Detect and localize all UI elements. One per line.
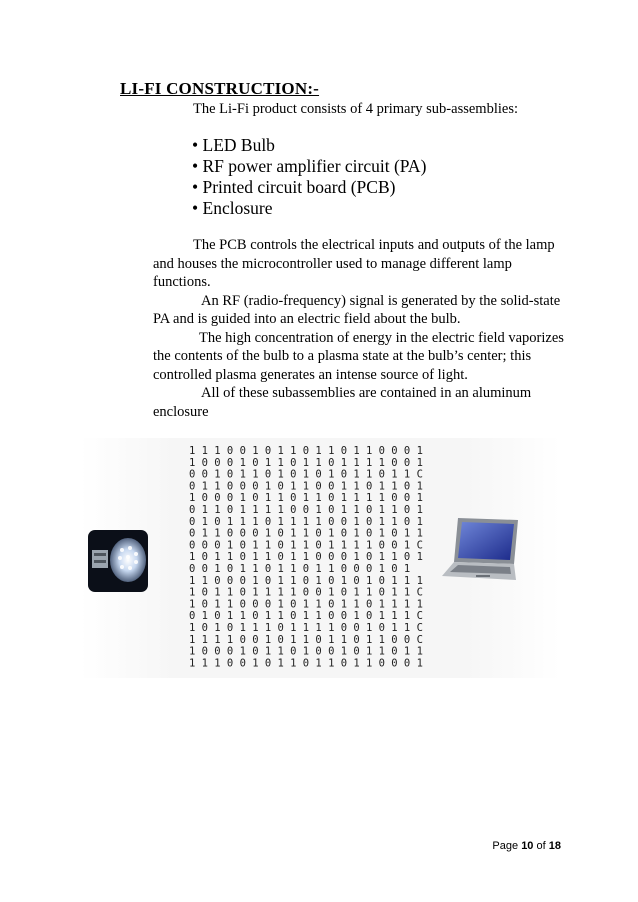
paragraph: All of these subassemblies are contained in an aluminum enclosure [153, 385, 532, 420]
paragraph: The high concentration of energy in the electric field vaporizes the contents of the bulb to a plasma state at the bulb’s center; this controlled plasma generates an intense source of light. [153, 329, 564, 383]
binary-row: 1 0 1 0 1 1 1 0 1 1 1 1 0 0 1 0 1 1 C [189, 622, 423, 634]
intro-text: The Li-Fi product consists of 4 primary sub-assemblies: [193, 101, 518, 117]
binary-row: 1 0 0 0 1 0 1 1 0 1 1 0 1 1 1 1 0 0 1 [189, 456, 423, 469]
body-text [153, 236, 573, 421]
page-number: 10 [521, 840, 534, 852]
binary-row: 1 0 0 0 1 0 1 1 0 1 1 0 1 1 1 1 0 0 1 [189, 492, 423, 505]
binary-row: 1 1 0 0 0 1 0 1 1 0 1 0 1 0 1 0 1 1 1 [189, 574, 423, 587]
page-label: Page [492, 840, 519, 852]
binary-stream [189, 445, 423, 669]
binary-row: 1 0 1 1 0 1 1 1 1 0 0 1 0 1 1 0 1 1 C [189, 586, 423, 599]
binary-row: 0 1 0 1 1 1 0 1 1 1 1 0 0 1 0 1 1 0 1 [189, 515, 423, 528]
list-item: • RF power amplifier circuit (PA) [192, 156, 427, 176]
list-item: • Printed circuit board (PCB) [192, 177, 396, 197]
binary-row: 1 0 1 1 0 1 1 0 1 1 0 0 0 1 0 1 1 0 1 [189, 551, 423, 564]
led-bulb-icon [88, 530, 148, 592]
binary-row: 0 0 1 0 1 1 0 1 1 0 1 1 0 0 0 1 0 1 [189, 563, 411, 575]
binary-row: 1 1 1 1 0 0 1 0 1 1 0 1 1 0 1 1 0 0 C [189, 633, 423, 646]
binary-row: 0 0 0 1 0 1 1 0 1 1 0 1 1 1 1 0 0 1 C [189, 539, 423, 552]
list-item: • Enclosure [192, 198, 273, 218]
page-footer [492, 840, 561, 852]
binary-row: 0 1 1 0 1 1 1 1 0 0 1 0 1 1 0 1 1 0 1 [189, 504, 423, 516]
binary-row: 1 0 0 0 1 0 1 1 0 1 0 0 1 0 1 1 0 1 1 [189, 645, 423, 658]
binary-row: 0 1 1 0 0 0 1 0 1 1 0 1 0 1 0 1 0 1 1 [189, 527, 423, 540]
binary-row: 0 1 0 1 1 0 1 1 0 1 1 0 0 1 0 1 1 1 C [189, 610, 423, 623]
paragraph: An RF (radio-frequency) signal is generated by the solid-state PA and is guided into an electric field about the bulb. [153, 292, 561, 327]
lifi-illustration [80, 438, 560, 678]
binary-row: 1 1 1 0 0 1 0 1 1 0 1 1 0 1 1 0 0 0 1 [189, 657, 423, 670]
binary-row: 0 1 1 0 0 0 1 0 1 1 0 0 1 1 0 1 1 0 1 [189, 480, 423, 493]
list-item: • LED Bulb [192, 135, 275, 155]
binary-row: 1 1 1 0 0 1 0 1 1 0 1 1 0 1 1 0 0 0 1 [189, 445, 423, 457]
subassembly-list [192, 135, 426, 219]
binary-row: 0 0 1 0 1 1 0 1 0 1 0 1 0 1 1 0 1 1 C [189, 468, 423, 481]
of-label: of [536, 840, 546, 852]
paragraph: The PCB controls the electrical inputs and outputs of the lamp and houses the microcontroller used to manage different lamp functions. [153, 237, 555, 290]
binary-row: 1 0 1 1 0 0 0 1 0 1 1 0 1 1 0 1 1 1 1 [189, 598, 423, 611]
section-heading: LI-FI CONSTRUCTION:- [120, 79, 320, 98]
page-total: 18 [548, 840, 561, 852]
